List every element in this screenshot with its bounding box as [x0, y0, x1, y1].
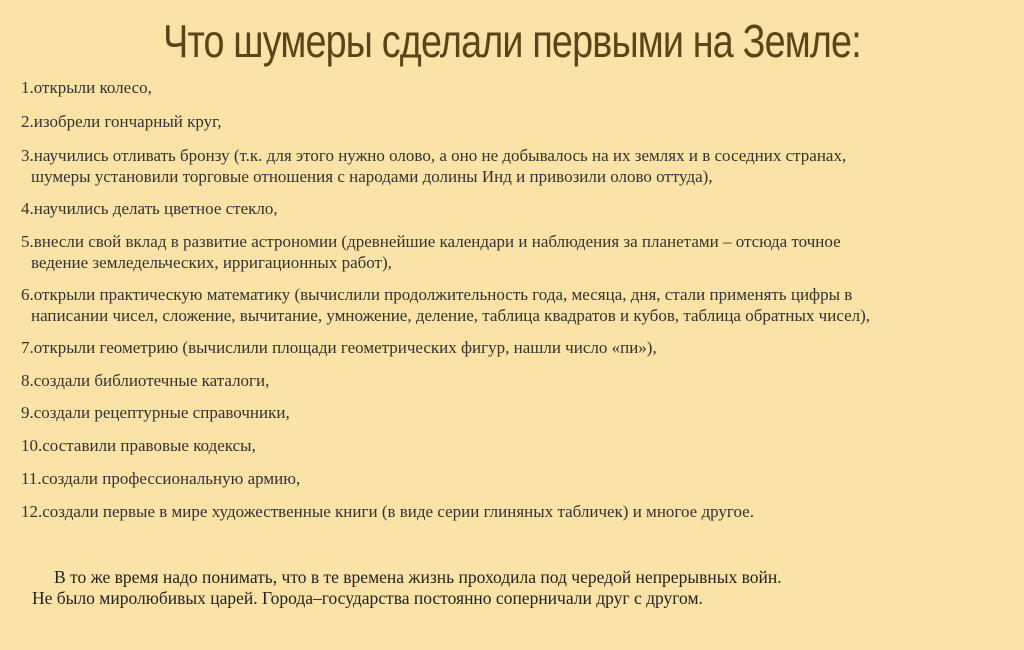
list-item [21, 231, 841, 273]
closing-note-line: Не было миролюбивых царей. Города–государства постоянно соперничали друг с другом. [32, 588, 703, 608]
closing-note-line: В то же время надо понимать, что в те времена жизнь проходила под чередой непрерывных войн. [54, 567, 782, 587]
list-item-continuation: шумеры установили торговые отношения с народами долины Инд и привозили олово оттуда), [31, 167, 713, 186]
list-item [21, 77, 152, 98]
list-item-text: 2.изобрели гончарный круг, [21, 112, 222, 131]
list-item-text: 7.открыли геометрию (вычислили площади геометрических фигур, нашли число «пи»), [21, 338, 657, 357]
list-item [21, 284, 870, 326]
list-item-text: 5.внесли свой вклад в развитие астрономии (древнейшие календари и наблюдения за планетами – отсюда точное [21, 232, 841, 251]
list-item-text: 9.создали рецептурные справочники, [21, 403, 290, 422]
list-item [21, 468, 300, 489]
list-item [21, 145, 846, 187]
list-item-text: 3.научились отливать бронзу (т.к. для этого нужно олово, а оно не добывалось на их землях и в соседних странах, [21, 146, 847, 165]
list-item-continuation: ведение земледельческих, ирригационных работ), [31, 253, 392, 272]
list-item [21, 435, 256, 456]
list-item-text: 4.научились делать цветное стекло, [21, 199, 278, 218]
list-item-text: 1.открыли колесо, [21, 78, 152, 97]
list-item [21, 501, 754, 522]
list-item-text: 8.создали библиотечные каталоги, [21, 371, 270, 390]
list-item-text: 12.создали первые в мире художественные книги (в виде серии глиняных табличек) и многое другое. [21, 502, 754, 521]
list-item-text: 6.открыли практическую математику (вычислили продолжительность года, месяца, дня, стали применять цифры в [21, 285, 853, 304]
list-item-text: 10.составили правовые кодексы, [21, 436, 256, 455]
closing-note [32, 567, 1012, 609]
list-item-text: 11.создали профессиональную армию, [21, 469, 301, 488]
list-item [21, 111, 221, 132]
list-item [21, 337, 657, 358]
list-item [21, 370, 269, 391]
list-item-continuation: написании чисел, сложение, вычитание, умножение, деление, таблица квадратов и кубов, таблица обратных чисел), [31, 306, 871, 325]
slide-title: Что шумеры сделали первыми на Земле: [163, 15, 861, 67]
list-item [21, 402, 290, 423]
list-item [21, 198, 278, 219]
